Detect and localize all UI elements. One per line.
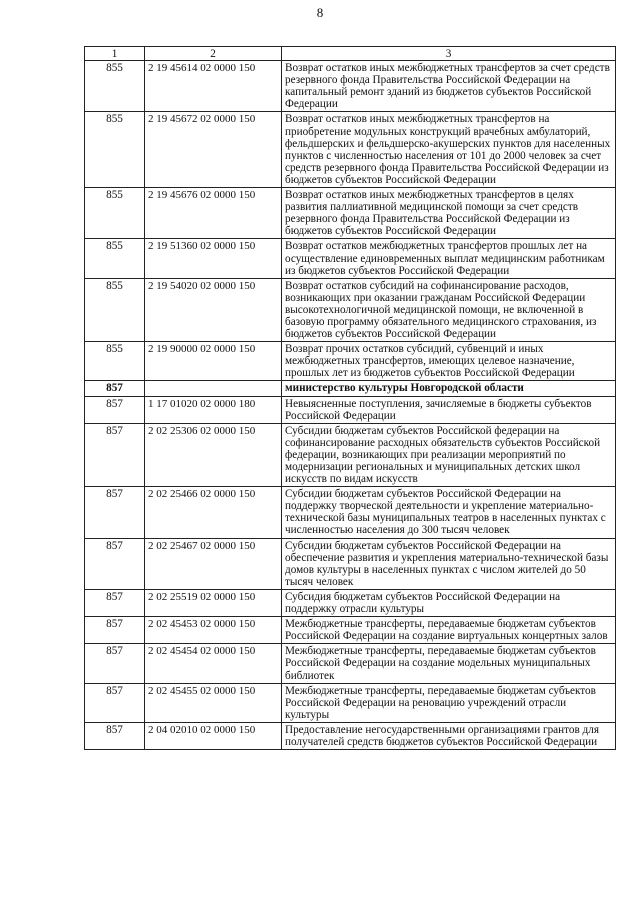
table-row (85, 112, 616, 188)
chapter-code-cell: 855 (85, 61, 145, 112)
chapter-code-cell: 857 (85, 423, 145, 486)
income-name-cell: Возврат остатков иных межбюджетных трансфертов на приобретение модульных конструкций врачебных амбулаторий, фельдшерских и фельдшерско-акушерских пунктов для населенных пунктов с численностью населения от 101 до 2000 человек за счет средств резервного фонда Правительства Российской Федерации из бюджетов субъектов Российской Федерации (282, 112, 616, 188)
income-code-cell: 2 19 54020 02 0000 150 (145, 278, 282, 341)
table-row (85, 617, 616, 644)
budget-codes-table (84, 46, 616, 750)
income-code-cell: 2 19 51360 02 0000 150 (145, 239, 282, 278)
table-section-row (85, 381, 616, 396)
income-code-cell: 2 02 25467 02 0000 150 (145, 538, 282, 589)
income-name-cell: Возврат остатков иных межбюджетных трансфертов в целях развития паллиативной медицинской помощи за счет средств резервного фонда Правительства Российской Федерации из бюджетов субъектов Российской Федерации (282, 188, 616, 239)
income-code-cell: 2 19 45672 02 0000 150 (145, 112, 282, 188)
income-name-cell: Межбюджетные трансферты, передаваемые бюджетам субъектов Российской Федерации на реновацию учреждений отрасли культуры (282, 683, 616, 722)
income-code-cell (145, 381, 282, 396)
income-name-cell: Возврат остатков субсидий на софинансирование расходов, возникающих при оказании гражданам Российской Федерации высокотехнологичной медицинской помощи, не включенной в базовую программу обязательного медицинского страхования, из бюджетов субъектов Российской Федерации (282, 278, 616, 341)
table-body (85, 61, 616, 750)
income-name-cell: Субсидии бюджетам субъектов Российской Федерации на поддержку творческой деятельности и укрепление материально-технической базы муниципальных театров в населенных пунктах с численностью населения до 300 тысяч человек (282, 487, 616, 538)
income-name-cell: Субсидии бюджетам субъектов Российской Федерации на обеспечение развития и укрепления материально-технической базы домов культуры в населенных пунктах с числом жителей до 50 тысяч человек (282, 538, 616, 589)
income-name-cell: Возврат остатков межбюджетных трансфертов прошлых лет на осуществление единовременных выплат медицинским работникам из бюджетов субъектов Российской Федерации (282, 239, 616, 278)
income-name-cell: Возврат остатков иных межбюджетных трансфертов за счет средств резервного фонда Правительства Российской Федерации на капитальный ремонт зданий из бюджетов субъектов Российской Федерации (282, 61, 616, 112)
table-row (85, 644, 616, 683)
income-name-cell: Возврат прочих остатков субсидий, субвенций и иных межбюджетных трансфертов, имеющих целевое назначение, прошлых лет из бюджетов субъектов Российской Федерации (282, 342, 616, 381)
chapter-code-cell: 855 (85, 342, 145, 381)
table-row (85, 396, 616, 423)
chapter-code-cell: 857 (85, 381, 145, 396)
chapter-code-cell: 857 (85, 589, 145, 616)
income-name-cell: Невыясненные поступления, зачисляемые в бюджеты субъектов Российской Федерации (282, 396, 616, 423)
table-row (85, 342, 616, 381)
income-name-cell: Предоставление негосударственными организациями грантов для получателей средств бюджетов субъектов Российской Федерации (282, 722, 616, 749)
table-row (85, 188, 616, 239)
income-name-cell: Субсидии бюджетам субъектов Российской федерации на софинансирование расходных обязательств субъектов Российской федерации, возникающих при реализации мероприятий по модернизации региональных и муниципальных детских школ искусств по видам искусств (282, 423, 616, 486)
column-header-3: 3 (282, 47, 616, 61)
income-name-cell: Субсидия бюджетам субъектов Российской Федерации на поддержку отрасли культуры (282, 589, 616, 616)
chapter-code-cell: 855 (85, 188, 145, 239)
table-row (85, 278, 616, 341)
page-number: 8 (316, 5, 324, 20)
chapter-code-cell: 857 (85, 538, 145, 589)
column-header-1: 1 (85, 47, 145, 61)
chapter-code-cell: 857 (85, 644, 145, 683)
income-code-cell: 2 19 45676 02 0000 150 (145, 188, 282, 239)
income-name-cell: министерство культуры Новгородской области (282, 381, 616, 396)
income-name-cell: Межбюджетные трансферты, передаваемые бюджетам субъектов Российской Федерации на создание виртуальных концертных залов (282, 617, 616, 644)
income-code-cell: 2 02 25519 02 0000 150 (145, 589, 282, 616)
income-name-cell: Межбюджетные трансферты, передаваемые бюджетам субъектов Российской Федерации на создание модельных муниципальных библиотек (282, 644, 616, 683)
income-code-cell: 1 17 01020 02 0000 180 (145, 396, 282, 423)
income-code-cell: 2 19 90000 02 0000 150 (145, 342, 282, 381)
income-code-cell: 2 02 45453 02 0000 150 (145, 617, 282, 644)
income-code-cell: 2 19 45614 02 0000 150 (145, 61, 282, 112)
table-row (85, 487, 616, 538)
income-code-cell: 2 02 45455 02 0000 150 (145, 683, 282, 722)
table-row (85, 722, 616, 749)
chapter-code-cell: 857 (85, 722, 145, 749)
table-row (85, 538, 616, 589)
table-row (85, 683, 616, 722)
chapter-code-cell: 857 (85, 487, 145, 538)
table-row (85, 239, 616, 278)
chapter-code-cell: 857 (85, 683, 145, 722)
table-row (85, 423, 616, 486)
chapter-code-cell: 855 (85, 239, 145, 278)
column-header-2: 2 (145, 47, 282, 61)
income-code-cell: 2 02 45454 02 0000 150 (145, 644, 282, 683)
table-row (85, 589, 616, 616)
income-code-cell: 2 02 25306 02 0000 150 (145, 423, 282, 486)
chapter-code-cell: 857 (85, 617, 145, 644)
income-code-cell: 2 02 25466 02 0000 150 (145, 487, 282, 538)
chapter-code-cell: 857 (85, 396, 145, 423)
table-header-row (85, 47, 616, 61)
chapter-code-cell: 855 (85, 112, 145, 188)
chapter-code-cell: 855 (85, 278, 145, 341)
income-code-cell: 2 04 02010 02 0000 150 (145, 722, 282, 749)
table-row (85, 61, 616, 112)
